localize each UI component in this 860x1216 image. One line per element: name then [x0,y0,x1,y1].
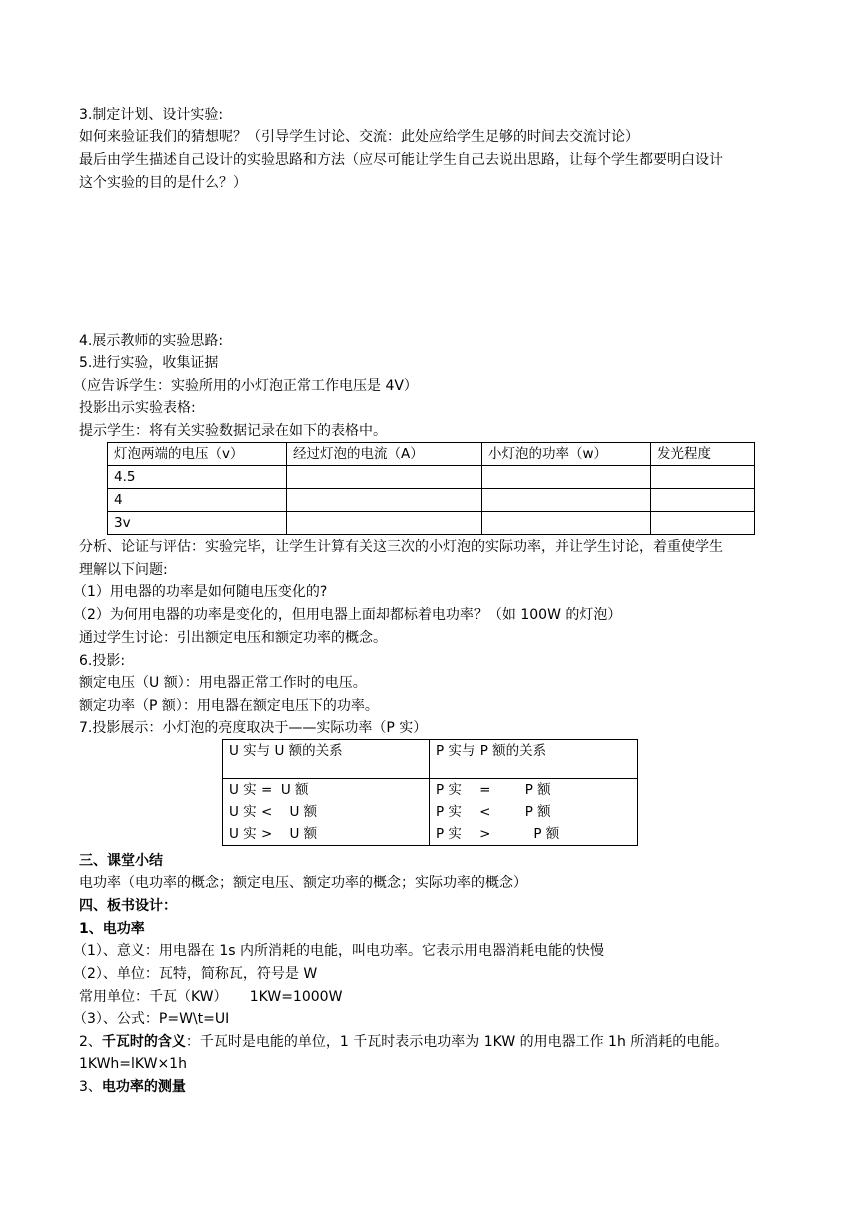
relation-table [222,739,638,846]
relation-p-less: P 实 < P 额 [436,804,551,820]
table-cell [651,489,755,512]
table-row [108,512,755,535]
power-unit: （2）、单位：瓦特，简称瓦，符号是 W [73,966,318,982]
relation-p-equal: P 实 = P 额 [436,782,551,798]
data-table [107,442,755,535]
summary-heading: 三、课堂小结 [79,853,163,869]
sec7-heading: 7.投影展示：小灯泡的亮度取决于——实际功率（P 实） [79,720,428,736]
kwh-title: 千瓦时的含义 [101,1034,186,1050]
table-row [108,466,755,489]
sec3-line3: 这个实验的目的是什么？） [79,175,247,191]
rated-voltage: 额定电压（U 额）：用电器正常工作时的电压。 [79,675,367,691]
table-cell: 3v [108,512,287,535]
sec5-note: （应告诉学生：实验所用的小灯泡正常工作电压是 4V） [73,378,418,394]
analysis-line2: 理解以下问题: [79,562,168,578]
table-row [108,489,755,512]
kwh-text: ：千瓦时是电能的单位，1 千瓦时表示电功率为 1KW 的用电器工作 1h 所消耗的电能。 [185,1034,729,1050]
table-cell [482,489,651,512]
sec3-heading: 3.制定计划、设计实验: [79,107,224,123]
header-cell: 经过灯泡的电流（A） [287,443,482,466]
table-cell [482,512,651,535]
kwh-definition [79,1032,728,1052]
board-heading: 四、板书设计： [79,898,177,914]
relation-p-greater: P 实 > P 额 [436,826,560,842]
measurement-title: 电功率的测量 [101,1079,186,1095]
kwh-equation: 1KWh=lKW×1h [79,1056,187,1072]
summary-text: 电功率（电功率的概念；额定电压、额定功率的概念；实际功率的概念） [79,875,527,891]
header-cell: U 实与 U 额的关系 [223,740,430,779]
table-cell [223,779,430,846]
sec5-heading: 5.进行实验，收集证据 [79,355,219,371]
power-meaning: （1）、意义：用电器在 1s 内所消耗的电能，叫电功率。它表示用电器消耗电能的快慢 [73,943,605,959]
relation-u-equal: U 实 = U 额 [229,782,309,798]
measurement-number: 3、 [79,1079,102,1095]
sec5-hint: 提示学生：将有关实验数据记录在如下的表格中。 [79,423,387,439]
power-formula: （3）、公式：P=W\t=UI [73,1011,230,1027]
table-cell: 4.5 [108,466,287,489]
table-cell [482,466,651,489]
relation-u-greater: U 实 > U 额 [229,826,318,842]
sec3-line2: 最后由学生描述自己设计的实验思路和方法（应尽可能让学生自己去说出思路，让每个学生都要明白设计 [79,152,723,168]
question-2: （2）为何用电器的功率是变化的，但用电器上面却都标着电功率？（如 100W 的灯泡） [73,607,622,623]
table-header-row [223,740,638,779]
rated-power: 额定功率（P 额）：用电器在额定电压下的功率。 [79,698,379,714]
power-heading: 1、电功率 [79,921,145,937]
table-cell [651,466,755,489]
table-cell [287,512,482,535]
header-cell: 小灯泡的功率（w） [482,443,651,466]
table-row [223,779,638,846]
table-cell [651,512,755,535]
sec4-heading: 4.展示教师的实验思路: [79,333,224,349]
table-header-row [108,443,755,466]
sec6-heading: 6.投影: [79,653,126,669]
table-cell [287,489,482,512]
kwh-number: 2、 [79,1034,102,1050]
header-cell: 灯泡两端的电压（v） [108,443,287,466]
table-cell [430,779,638,846]
sec3-line1: 如何来验证我们的猜想呢？（引导学生讨论、交流：此处应给学生足够的时间去交流讨论） [79,129,639,145]
header-cell: 发光程度 [651,443,755,466]
measurement-heading [79,1077,186,1097]
analysis-line1: 分析、论证与评估：实验完毕，让学生计算有关这三次的小灯泡的实际功率，并让学生讨论，着重使学生 [79,539,723,555]
table-cell: 4 [108,489,287,512]
question-1: （1）用电器的功率是如何随电压变化的? [73,584,328,600]
power-common-unit: 常用单位：千瓦（KW） 1KW=1000W [79,989,343,1005]
analysis-conclusion: 通过学生讨论：引出额定电压和额定功率的概念。 [79,630,387,646]
relation-u-less: U 实 < U 额 [229,804,318,820]
header-cell: P 实与 P 额的关系 [430,740,638,779]
table-cell [287,466,482,489]
sec5-proj: 投影出示实验表格: [79,400,196,416]
